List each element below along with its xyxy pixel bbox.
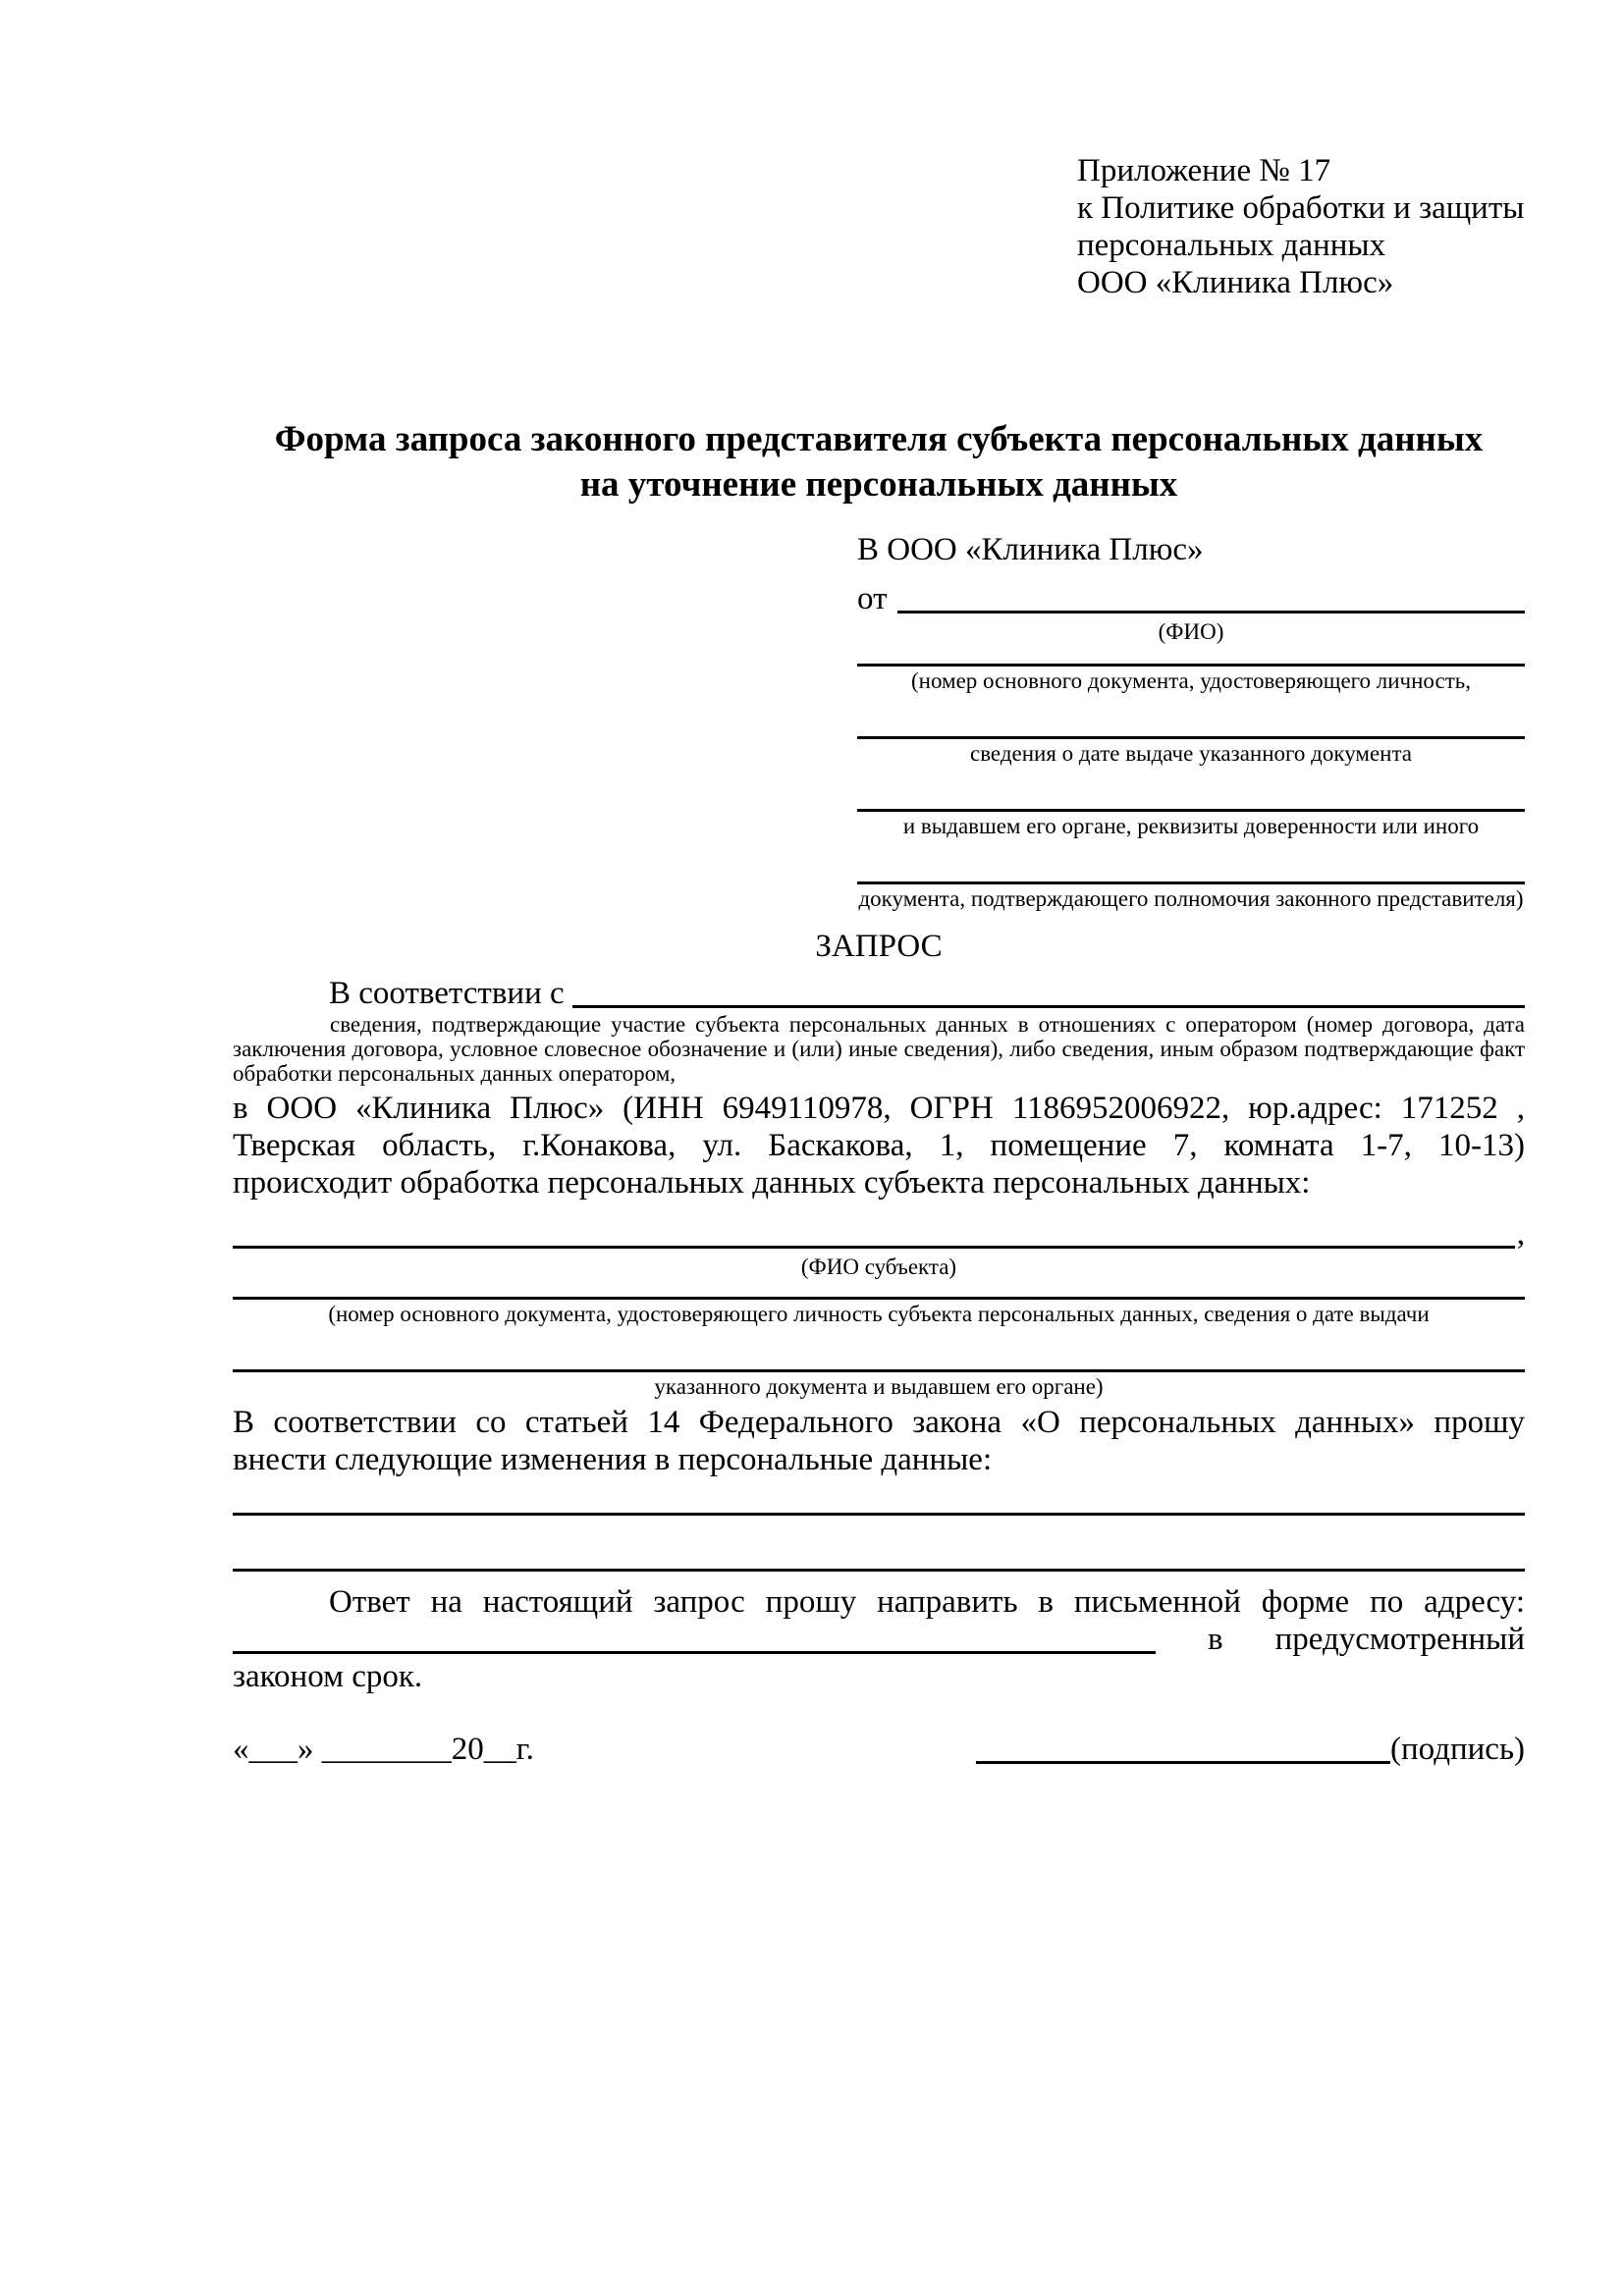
changes-blank-line	[233, 1516, 1525, 1572]
operator-line: Тверская область, г.Конакова, ул. Баскакова, 1, помещение 7, комната 1-7, 10-13)	[233, 1128, 1525, 1163]
blank-line	[857, 767, 1525, 812]
subject-fio-blank-line	[233, 1246, 1515, 1249]
changes-blank-line	[233, 1496, 1525, 1516]
doc-caption-2: сведения о дате выдаче указанного документа	[969, 741, 1413, 766]
footnote-line: заключения договора, условное словесное обозначение и (или) иные сведения), либо сведения, иным образом подтверждающие факт	[233, 1037, 1525, 1061]
date-blank: «___» ________20__г.	[233, 1732, 534, 1767]
blank-line	[857, 694, 1525, 739]
doc-caption-4: документа, подтверждающего полномочия законного представителя)	[858, 886, 1524, 911]
blank-line	[233, 1280, 1525, 1300]
answer-line-1: Ответ на настоящий запрос прошу направить в письменной форме по адресу:	[329, 1584, 1525, 1620]
doc-caption-3: и выдавшем его органе, реквизиты доверенности или иного	[902, 814, 1480, 838]
signature-caption: (подпись)	[1390, 1732, 1525, 1767]
blank-line	[857, 645, 1525, 667]
footnote-line: сведения, подтверждающие участие субъекта персональных данных в отношениях с оператором (номер договора, дата	[330, 1012, 1525, 1037]
appendix-line: к Политике обработки и защиты	[1077, 190, 1525, 226]
address-blank-line	[233, 1651, 1156, 1654]
operator-paragraph	[233, 1090, 1525, 1201]
recipient-org: В ООО «Клиника Плюс»	[857, 532, 1204, 567]
appendix-line: Приложение № 17	[1077, 153, 1331, 188]
title-line-2: на уточнение персональных данных	[579, 464, 1178, 505]
signature-area	[976, 1731, 1525, 1768]
answer-word-2: предусмотренный	[1274, 1622, 1525, 1657]
article14-paragraph	[233, 1404, 1525, 1478]
address-row	[233, 1621, 1525, 1658]
trailing-comma: ,	[1516, 1216, 1525, 1252]
fio-caption: (ФИО)	[1158, 619, 1224, 644]
blank-line	[857, 839, 1525, 884]
intro-row	[233, 975, 1525, 1012]
signature-row	[233, 1731, 1525, 1768]
subject-doc-caption-1: (номер основного документа, удостоверяющего личность субъекта персональных данных, сведения о дате выдачи	[328, 1302, 1430, 1326]
operator-line: в ООО «Клиника Плюс» (ИНН 6949110978, ОГРН 1186952006922, юр.адрес: 171252 ,	[233, 1091, 1525, 1126]
fio-blank-line	[897, 611, 1526, 614]
appendix-line: персональных данных	[1077, 228, 1386, 263]
subject-fio-caption: (ФИО субъекта)	[800, 1255, 957, 1279]
from-row	[857, 580, 1525, 617]
answer-paragraph	[233, 1583, 1525, 1695]
subject-fio-row	[233, 1215, 1525, 1253]
request-heading: ЗАПРОС	[815, 929, 943, 964]
article14-line: В соответствии со статьей 14 Федерального закона «О персональных данных» прошу	[233, 1405, 1525, 1440]
footnote-line: обработки персональных данных оператором,	[233, 1061, 676, 1086]
document-title	[233, 417, 1525, 507]
signature-blank-line	[976, 1761, 1390, 1764]
from-label: от	[857, 581, 888, 616]
answer-line-3: законом срок.	[233, 1659, 423, 1694]
basis-blank-line	[572, 1005, 1525, 1008]
doc-caption-1: (номер основного документа, удостоверяющего личность,	[910, 668, 1471, 693]
appendix-line: ООО «Клиника Плюс»	[1077, 265, 1394, 300]
title-line-1: Форма запроса законного представителя субъекта персональных данных	[274, 419, 1484, 459]
intro-label: В соответствии с	[329, 976, 565, 1011]
recipient-block	[857, 531, 1525, 912]
blank-line	[233, 1327, 1525, 1372]
appendix-note	[1077, 152, 1525, 301]
subject-doc-caption-2: указанного документа и выдавшем его органе)	[654, 1374, 1104, 1399]
answer-word-1: в	[1208, 1622, 1223, 1657]
footnote-block	[233, 1012, 1525, 1086]
operator-line: происходит обработка персональных данных субъекта персональных данных:	[233, 1165, 1311, 1201]
article14-line: внести следующие изменения в персональные данные:	[233, 1442, 993, 1477]
